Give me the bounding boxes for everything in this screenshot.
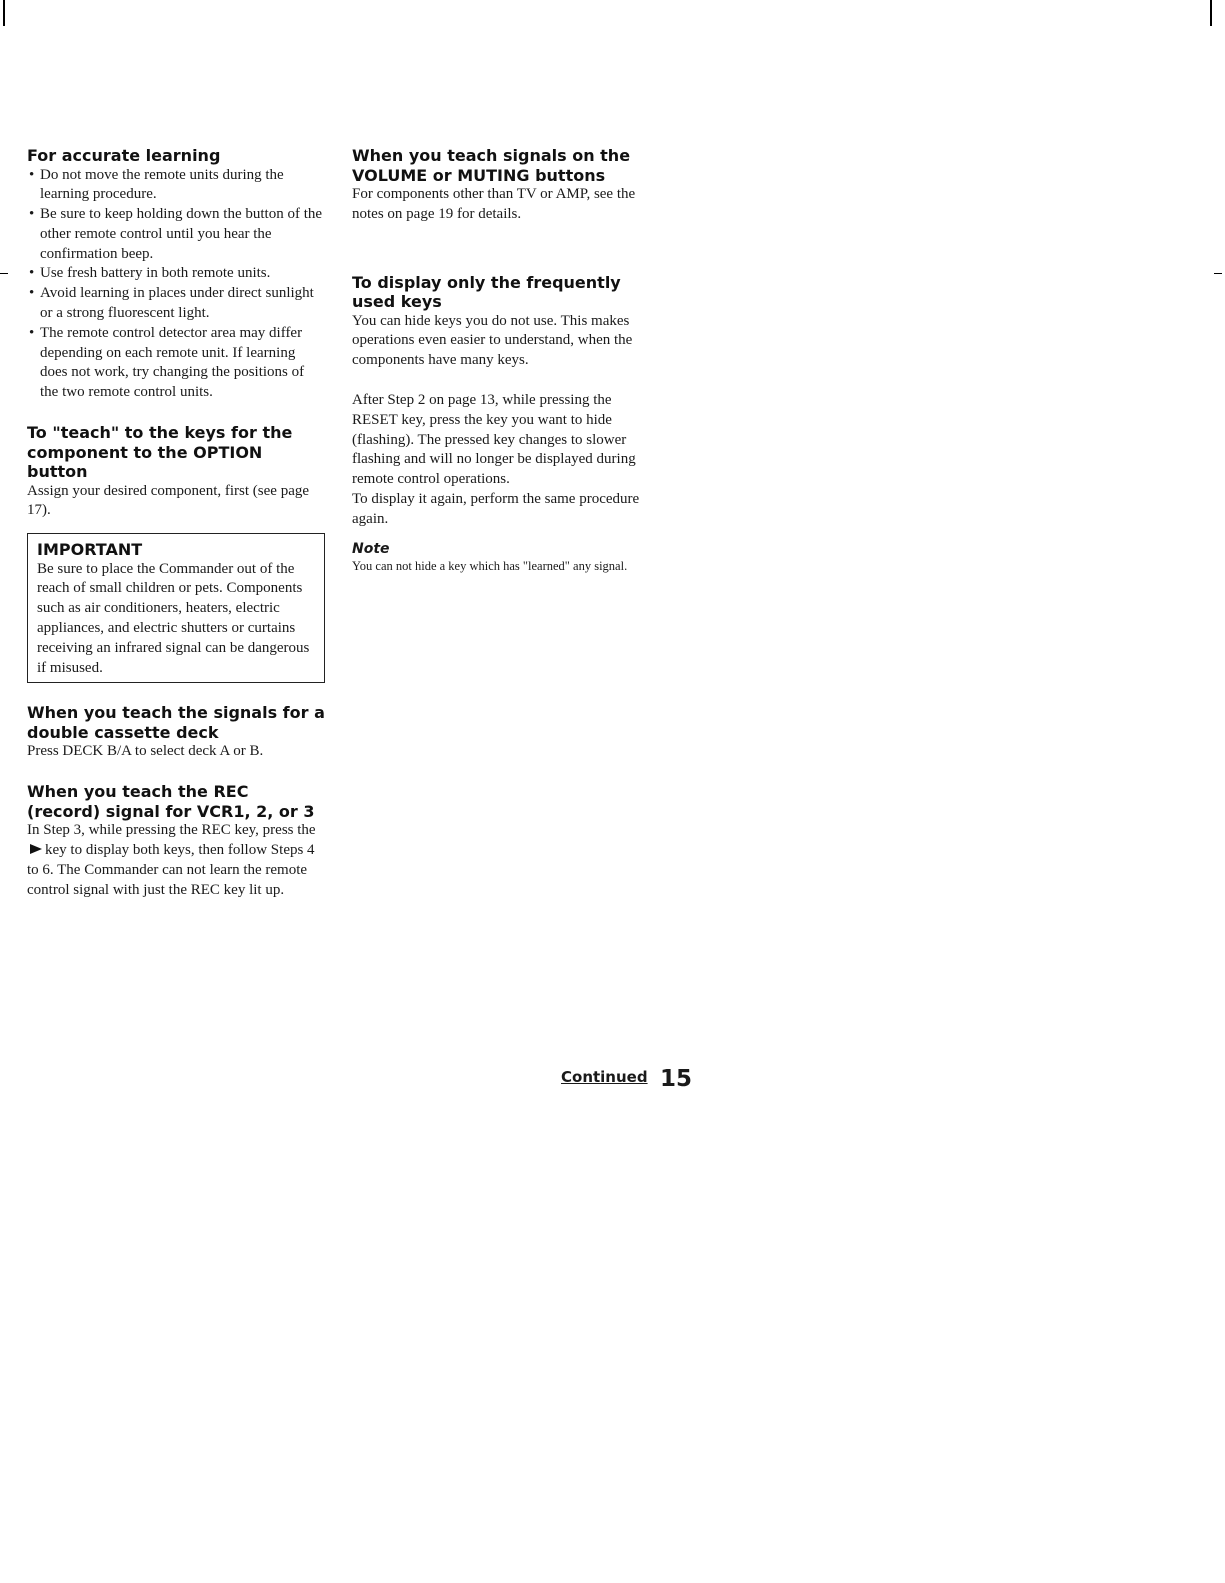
accurate-learning-section [27,146,325,403]
continued-label: Continued [561,1068,648,1086]
frequent-keys-paragraph-2: After Step 2 on page 13, while pressing the RESET key, press the key you want to hide (flashing). The pressed key changes to slower flashing and will no longer be displayed during remote control operations. [352,391,636,488]
note-section [352,540,652,575]
rec-signal-body [27,821,325,900]
list-item: • The remote control detector area may differ depending on each remote unit. If learning does not work, try changing the positions of the two remote control units. [27,324,325,403]
list-item: • Avoid learning in places under direct sunlight or a strong fluorescent light. [27,284,325,324]
scan-edge-mark [0,273,8,274]
accurate-learning-list [27,166,325,404]
teach-option-body: Assign your desired component, first (see page 17). [27,482,310,519]
double-cassette-body: Press DECK B/A to select deck A or B. [27,743,264,760]
frequent-keys-paragraph-1: You can hide keys you do not use. This makes operations even easier to understand, when the components have many keys. [352,312,633,369]
rec-signal-section [27,782,325,900]
page-number: 15 [660,1066,693,1092]
volume-muting-body: For components other than TV or AMP, see the notes on page 19 for details. [352,186,636,222]
right-column [352,146,652,574]
teach-option-heading: To "teach" to the keys for the component to the OPTION button [27,423,293,482]
left-column [27,146,325,900]
note-heading: Note [352,540,390,557]
important-notice-box [27,533,325,683]
accurate-learning-heading: For accurate learning [27,146,221,165]
scan-edge-mark [1210,0,1212,26]
frequent-keys-heading: To display only the frequently used keys [352,272,621,312]
list-item: • Do not move the remote units during the learning procedure. [27,166,325,206]
play-triangle-icon [30,844,42,854]
note-body: You can not hide a key which has "learned" any signal. [352,558,628,573]
frequent-keys-section [352,273,652,530]
list-item: • Be sure to keep holding down the button of the other remote control until you hear the confirmation beep. [27,205,325,264]
double-cassette-heading: When you teach the signals for a double cassette deck [27,703,325,742]
volume-muting-section [352,146,652,225]
volume-muting-heading: When you teach signals on the VOLUME or MUTING buttons [352,146,631,185]
important-body: Be sure to place the Commander out of the reach of small children or pets. Components such as air conditioners, heaters, electric appliances, and electric shutters or curtains receiving an infrared signal can be dangerous if misused. [37,560,310,676]
rec-signal-body-start: In Step 3, while pressing the REC key, press the [27,822,316,839]
list-item: • Use fresh battery in both remote units. [27,264,325,284]
scan-edge-mark [3,0,5,26]
double-cassette-section [27,703,325,762]
teach-option-section [27,423,325,521]
rec-signal-heading: When you teach the REC (record) signal for VCR1, 2, or 3 [27,782,315,821]
important-heading: IMPORTANT [37,540,143,560]
scan-edge-mark [1214,273,1222,274]
frequent-keys-paragraph-3: To display it again, perform the same procedure again. [352,490,640,527]
rec-signal-body-end: key to display both keys, then follow Steps 4 to 6. The Commander can not learn the remote control signal with just the REC key lit up. [27,842,315,898]
